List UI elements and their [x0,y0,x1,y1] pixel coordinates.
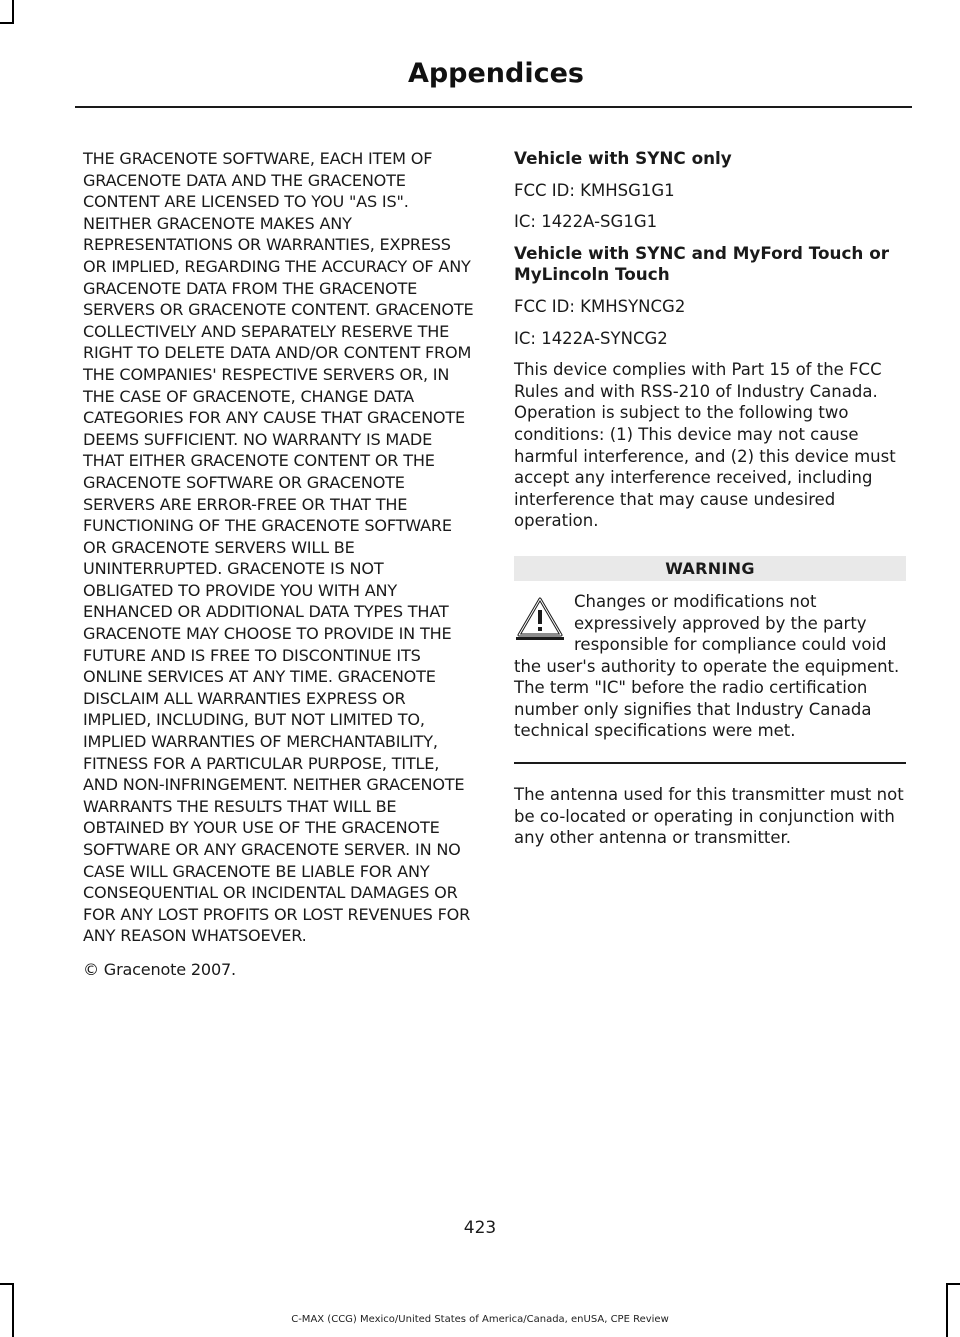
page-number: 423 [463,1218,497,1238]
heading-sync-only: Vehicle with SYNC only [514,148,732,168]
publication-footer: C-MAX (CCG) Mexico/United States of America/Canada, enUSA, CPE Review [291,1314,669,1325]
warning-divider [514,762,906,764]
antenna-statement: The antenna used for this transmitter must not be co-located or operating in conjunction with any other antenna or transmitter. [514,785,904,848]
warning-box [514,591,906,742]
fcc-id-myford: FCC ID: KMHSYNCG2 [514,296,686,316]
warning-triangle-icon [514,595,566,641]
crop-mark [12,1283,14,1337]
crop-mark [946,1283,948,1337]
crop-mark [0,22,14,24]
heading-sync-myford: Vehicle with SYNC and MyFord Touch or MyLincoln Touch [514,242,890,285]
warning-label: WARNING [514,556,906,581]
compliance-statement: This device complies with Part 15 of the FCC Rules and with RSS-210 of Industry Canada. Operation is subject to the following two conditions: (1) This device may not cause harmful interference, and (2) this device must accept any interference received, including interference that may cause undesired operation. [514,360,896,531]
fcc-id-sync: FCC ID: KMHSG1G1 [514,180,675,200]
crop-mark [946,1283,960,1285]
page-title: Appendices [407,58,584,89]
crop-mark [0,1283,14,1285]
copyright-notice: © Gracenote 2007. [83,959,236,979]
gracenote-disclaimer: THE GRACENOTE SOFTWARE, EACH ITEM OF GRACENOTE DATA AND THE GRACENOTE CONTENT ARE LICENSED TO YOU "AS IS". NEITHER GRACENOTE MAKES ANY REPRESENTATIONS OR WARRANTIES, EXPRESS OR IMPLIED, REGARDING THE ACCURACY OF ANY GRACENOTE DATA FROM THE GRACENOTE SERVERS OR GRACENOTE CONTENT. GRACENOTE COLLECTIVELY AND SEPARATELY RESERVE THE RIGHT TO DELETE DATA AND/OR CONTENT FROM THE COMPANIES' RESPECTIVE SERVERS OR, IN THE CASE OF GRACENOTE, CHANGE DATA CATEGORIES FOR ANY CAUSE THAT GRACENOTE DEEMS SUFFICIENT. NO WARRANTY IS MADE THAT EITHER GRACENOTE CONTENT OR THE GRACENOTE SOFTWARE OR GRACENOTE SERVERS ARE ERROR-FREE OR THAT THE FUNCTIONING OF THE GRACENOTE SOFTWARE OR GRACENOTE SERVERS WILL BE UNINTERRUPTED. GRACENOTE IS NOT OBLIGATED TO PROVIDE YOU WITH ANY ENHANCED OR ADDITIONAL DATA TYPES THAT GRACENOTE MAY CHOOSE TO PROVIDE IN THE FUTURE AND IS FREE TO DISCONTINUE ITS ONLINE SERVICES AT ANY TIME. GRACENOTE DISCLAIM ALL WARRANTIES EXPRESS OR IMPLIED, INCLUDING, BUT NOT LIMITED TO, IMPLIED WARRANTIES OF MERCHANTABILITY, FITNESS FOR A PARTICULAR PURPOSE, TITLE, AND NON-INFRINGEMENT. NEITHER GRACENOTE WARRANTS THE RESULTS THAT WILL BE OBTAINED BY YOUR USE OF THE GRACENOTE SOFTWARE OR ANY GRACENOTE SERVER. IN NO CASE WILL GRACENOTE BE LIABLE FOR ANY CONSEQUENTIAL OR INCIDENTAL DAMAGES OR FOR ANY LOST PROFITS OR LOST REVENUES FOR ANY REASON WHATSOEVER. [83,149,474,946]
ic-id-sync: IC: 1422A-SG1G1 [514,212,658,232]
warning-text: Changes or modifications not expressively approved by the party responsible for compliance could void the user's authority to operate the equipment. The term "IC" before the radio certification number only signifies that Industry Canada technical specifications were met. [514,591,900,741]
right-column [514,148,906,859]
crop-mark [12,0,14,24]
header-divider [75,106,912,108]
left-column [83,148,475,981]
ic-id-myford: IC: 1422A-SYNCG2 [514,328,668,348]
